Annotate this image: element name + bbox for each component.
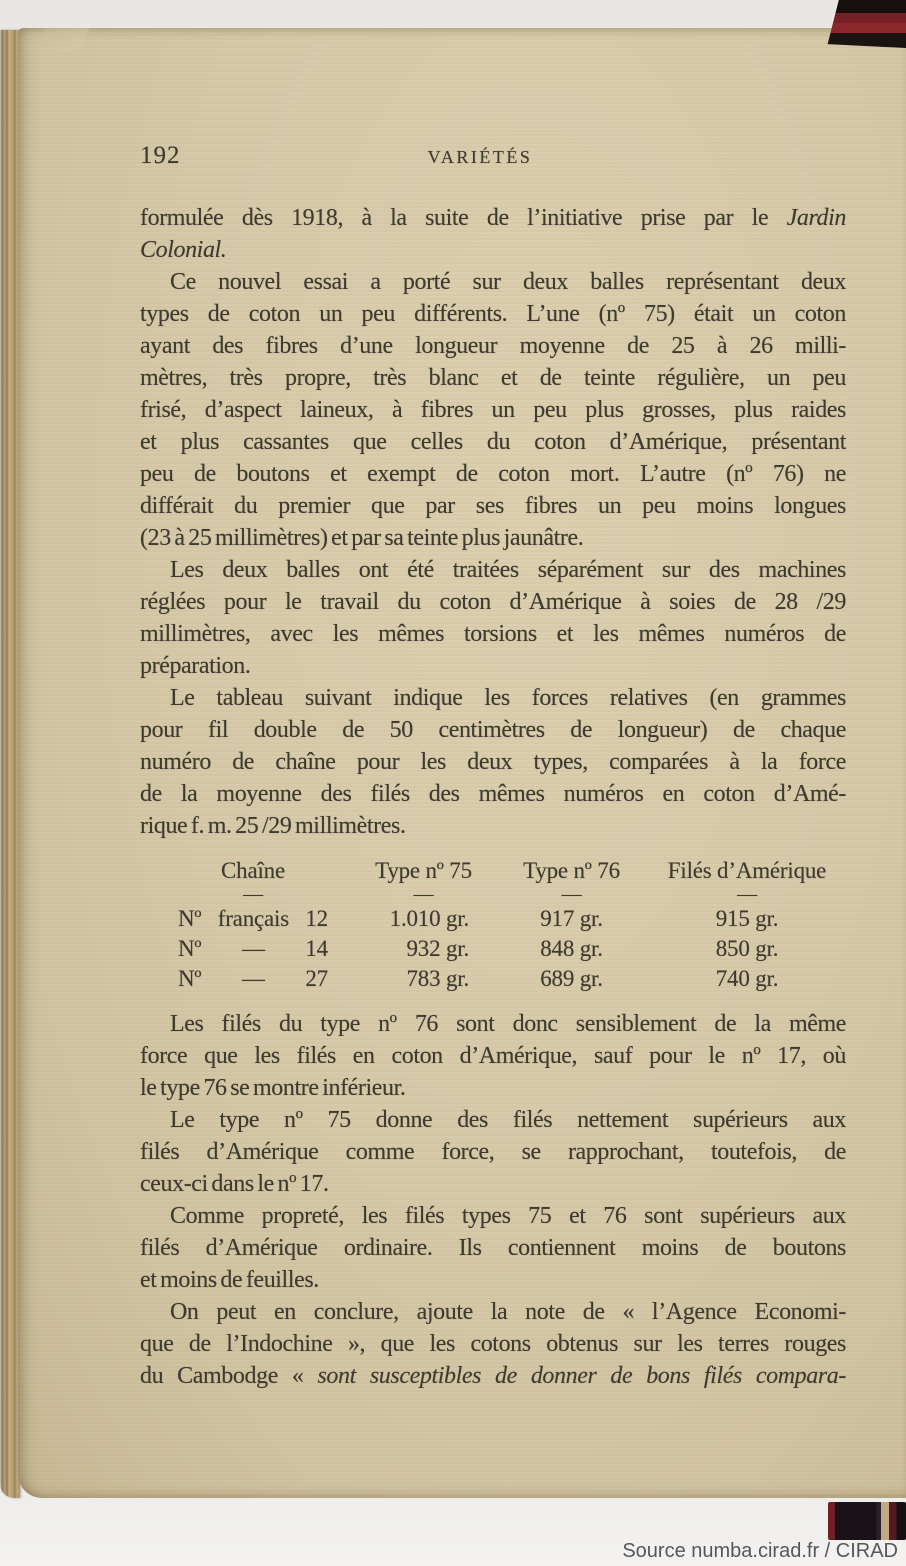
text-line bbox=[140, 1136, 846, 1168]
text-line bbox=[140, 1008, 846, 1040]
text-paragraph bbox=[140, 682, 846, 842]
table-header-cell: Type nº 76 bbox=[523, 858, 620, 883]
table-label-part: 27 bbox=[305, 966, 328, 991]
text-paragraph bbox=[140, 554, 846, 682]
book-page-edges bbox=[0, 30, 20, 1498]
table-label-part: 14 bbox=[305, 936, 328, 961]
text-line bbox=[140, 618, 846, 650]
text-paragraph bbox=[140, 1104, 846, 1200]
table-value-cell: 917 gr. bbox=[540, 906, 603, 931]
text-line bbox=[140, 586, 846, 618]
text-segment: numéro de chaîne pour les deux types, comparées à la force bbox=[140, 749, 846, 775]
text-segment: force que les filés en coton d’Amérique, sauf pour le nº 17, où bbox=[140, 1043, 846, 1069]
text-segment: Le type nº 75 donne des filés nettement supérieurs aux bbox=[170, 1107, 846, 1133]
text-paragraph bbox=[140, 202, 846, 266]
text-line bbox=[140, 362, 846, 394]
table-row-label bbox=[178, 964, 328, 994]
text-segment: Ce nouvel essai a porté sur deux balles représentant deux bbox=[170, 269, 846, 295]
table-header-cell: Type nº 75 bbox=[375, 858, 472, 883]
text-line bbox=[140, 650, 846, 682]
text-line bbox=[140, 266, 846, 298]
text-segment: et plus cassantes que celles du coton d’Amérique, présentant bbox=[140, 429, 846, 455]
text-segment: ceux-ci dans le nº 17. bbox=[140, 1171, 329, 1197]
text-line bbox=[140, 778, 846, 810]
text-line bbox=[140, 746, 846, 778]
text-segment: filés d’Amérique ordinaire. Ils contiennent moins de boutons bbox=[140, 1235, 846, 1261]
text-segment: réglées pour le travail du coton d’Amérique à soies de 28 /29 bbox=[140, 589, 846, 615]
text-line bbox=[140, 1264, 846, 1296]
text-segment: types de coton un peu différents. L’une (nº 75) était un coton bbox=[140, 301, 846, 327]
text-line bbox=[140, 810, 846, 842]
text-line bbox=[140, 1328, 846, 1360]
table-header-cell: Chaîne bbox=[221, 858, 285, 883]
text-line bbox=[140, 1200, 846, 1232]
text-segment: frisé, d’aspect laineux, à fibres un peu plus grosses, plus raides bbox=[140, 397, 846, 423]
running-title: VARIÉTÉS bbox=[427, 147, 533, 167]
page-header bbox=[140, 140, 846, 176]
text-segment: préparation. bbox=[140, 653, 251, 679]
text-line bbox=[140, 458, 846, 490]
table-value-cell: 783 gr. bbox=[406, 966, 469, 991]
table-label-part: Nº bbox=[178, 966, 202, 991]
text-line bbox=[140, 1232, 846, 1264]
scanned-page bbox=[18, 28, 906, 1498]
page-content bbox=[140, 140, 846, 1392]
book-binding-top bbox=[826, 0, 906, 48]
text-segment: formulée dès 1918, à la suite de l’initiative prise par le bbox=[140, 205, 787, 231]
text-line bbox=[140, 554, 846, 586]
text-line bbox=[140, 490, 846, 522]
text-segment: Les deux balles ont été traitées séparément sur des machines bbox=[170, 557, 846, 583]
text-line bbox=[140, 1168, 846, 1200]
table-value-cell: 915 gr. bbox=[715, 906, 779, 931]
text-line bbox=[140, 330, 846, 362]
text-segment: sont susceptibles de donner de bons filés compara- bbox=[317, 1363, 846, 1389]
table-value-cell: 740 gr. bbox=[715, 966, 779, 991]
text-paragraph bbox=[140, 1200, 846, 1296]
text-paragraph bbox=[140, 1008, 846, 1104]
table-header-dash: — bbox=[561, 883, 582, 905]
page-number: 192 bbox=[140, 142, 181, 169]
text-segment: filés d’Amérique comme force, se rapprochant, toutefois, de bbox=[140, 1139, 846, 1165]
table-value-cell: 848 gr. bbox=[540, 936, 603, 961]
text-segment: Le tableau suivant indique les forces relatives (en grammes bbox=[170, 685, 846, 711]
text-segment: que de l’Indochine », que les cotons obtenus sur les terres rouges bbox=[140, 1331, 846, 1357]
text-segment: du Cambodge « bbox=[140, 1363, 318, 1389]
text-segment: Colonial. bbox=[140, 237, 227, 263]
text-segment: millimètres, avec les mêmes torsions et les mêmes numéros de bbox=[140, 621, 846, 647]
body-text-lower bbox=[140, 1008, 846, 1392]
book-binding-bottom bbox=[828, 1502, 906, 1540]
text-line bbox=[140, 234, 846, 266]
text-segment: Jardin bbox=[786, 205, 846, 231]
text-line bbox=[140, 298, 846, 330]
text-segment: peu de boutons et exempt de coton mort. L’autre (nº 76) ne bbox=[140, 461, 846, 487]
table-header-dash: — bbox=[737, 883, 757, 905]
table-label-part: — bbox=[241, 966, 265, 991]
text-paragraph bbox=[140, 266, 846, 554]
text-segment: ayant des fibres d’une longueur moyenne de 25 à 26 milli- bbox=[140, 333, 846, 359]
text-segment: Comme propreté, les filés types 75 et 76 sont supérieurs aux bbox=[170, 1203, 846, 1229]
text-line bbox=[140, 1360, 846, 1392]
table-row-label bbox=[178, 904, 328, 934]
source-attribution: Source numba.cirad.fr / CIRAD bbox=[622, 1540, 898, 1562]
text-segment: différait du premier que par ses fibres un peu moins longues bbox=[140, 493, 846, 519]
table-value-cell: 850 gr. bbox=[715, 936, 779, 961]
text-line bbox=[140, 522, 846, 554]
table-label-part: — bbox=[241, 936, 265, 961]
results-table bbox=[178, 856, 826, 994]
text-segment: On peut en conclure, ajoute la note de « l’Agence Economi- bbox=[170, 1299, 846, 1325]
table-label-part: 12 bbox=[305, 906, 328, 931]
text-line bbox=[140, 394, 846, 426]
text-line bbox=[140, 682, 846, 714]
text-line bbox=[140, 714, 846, 746]
text-segment: le type 76 se montre inférieur. bbox=[140, 1075, 406, 1101]
text-paragraph bbox=[140, 1296, 846, 1392]
text-line bbox=[140, 1104, 846, 1136]
text-line bbox=[140, 1072, 846, 1104]
table-value-cell: 932 gr. bbox=[406, 936, 469, 961]
table-header-dash: — bbox=[243, 883, 263, 905]
text-segment: mètres, très propre, très blanc et de teinte régulière, un peu bbox=[140, 365, 846, 391]
table-label-part: Nº bbox=[178, 936, 202, 961]
body-text-upper bbox=[140, 202, 846, 842]
table-label-part: français bbox=[217, 906, 289, 931]
text-segment: et moins de feuilles. bbox=[140, 1267, 319, 1293]
text-segment: rique f. m. 25 /29 millimètres. bbox=[140, 813, 406, 839]
text-segment: de la moyenne des filés des mêmes numéros en coton d’Amé- bbox=[140, 781, 846, 807]
text-segment: pour fil double de 50 centimètres de longueur) de chaque bbox=[140, 717, 846, 743]
text-line bbox=[140, 202, 846, 234]
text-line bbox=[140, 1040, 846, 1072]
table-row-label bbox=[178, 934, 328, 964]
text-line bbox=[140, 426, 846, 458]
text-line bbox=[140, 1296, 846, 1328]
table-value-cell: 689 gr. bbox=[540, 966, 603, 991]
text-segment: (23 à 25 millimètres) et par sa teinte plus jaunâtre. bbox=[140, 525, 584, 551]
table-header-dash: — bbox=[413, 883, 434, 905]
table-label-part: Nº bbox=[178, 906, 202, 931]
table-header-cell: Filés d’Amérique bbox=[667, 858, 827, 883]
text-segment: Les filés du type nº 76 sont donc sensiblement de la même bbox=[170, 1011, 846, 1037]
table-value-cell: 1.010 gr. bbox=[389, 906, 469, 931]
